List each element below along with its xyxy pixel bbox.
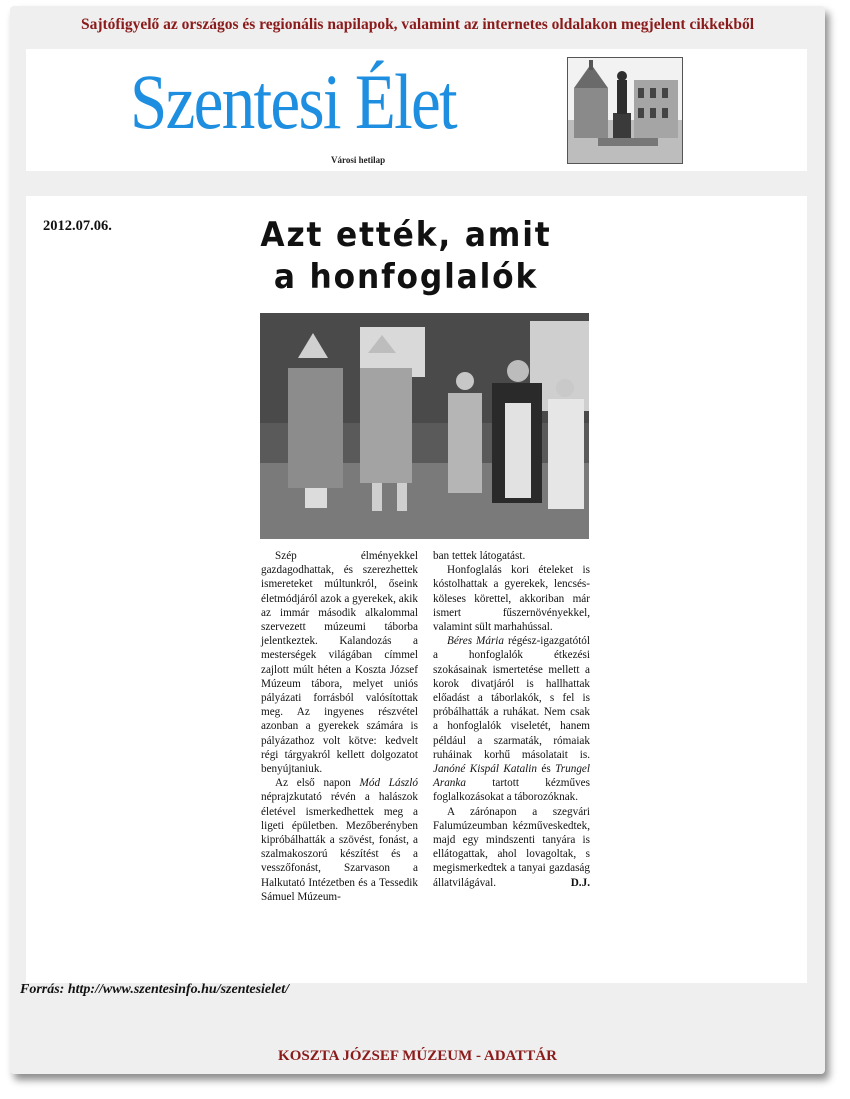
person-name: Trungel Aranka <box>433 763 590 790</box>
paragraph: Szép élményekkel gazdagodhattak, és szerezhettek ismereteket múltunkról, őseink életmódjáról azok a gyerekek, akik az immár második alkalommal szervezett múzeumi táborba jelentkeztek. Kalandozás a mesterségek világában címmel zajlott múlt héten a Koszta József Múzeum tábora, melyet uniós pályázati forrásból valósítottak meg. Az ingyenes részvétel azonban a gyerekek számára is pályázathoz volt kötve: kedvelt régi tárgyakról kellett dolgozatot benyújtaniuk. <box>261 550 418 776</box>
headline-line-1: Azt ették, amit <box>260 215 552 255</box>
paragraph: ban tettek látogatást. <box>433 550 526 562</box>
headline-line-2: a honfoglalók <box>273 257 539 297</box>
text-run: és <box>536 763 556 776</box>
text-run: A zárónapon a szegvári Falumúzeumban kézműveskedtek, majd egy mindszenti tanyára is ellátogattak, ahol lovagoltak, s megismerkedtek a tanyai gazdaság állatvilágával. <box>433 805 590 889</box>
text-run: Az első napon <box>275 777 360 790</box>
paragraph <box>433 634 590 804</box>
text-run: néprajzkutató révén a halászok életével ismerkedhettek meg a ligeti épületben. Mezőberényben kipróbálhatták a szövést, fonást, a szalmakoszorú készítést és a vesszőfonást, Szarvason a Halkutató Intézetben és a Tessedik Sámuel Múzeum- <box>261 791 418 903</box>
press-review-banner: Sajtófigyelő az országos és regionális napilapok, valamint az internetes oldalakon megjelent cikkekből <box>80 16 755 33</box>
article-headline <box>240 214 571 298</box>
paragraph: Honfoglalás kori ételeket is kóstolhattak a gyerekek, lencsés-köleses körettel, akkoriban már ismert fűszernövényekkel, valamint sült marhahússal. <box>433 564 590 634</box>
text-run: tartott kézműves foglalkozásokat a táborozóknak. <box>433 777 590 804</box>
article-date: 2012.07.06. <box>43 218 112 234</box>
children-in-costumes-photo-icon <box>260 313 589 539</box>
paragraph <box>433 805 590 890</box>
person-name: Mód László <box>359 777 418 790</box>
article-page <box>26 196 807 983</box>
newspaper-title: Szentesi Élet <box>130 58 456 145</box>
town-square-statue-photo-icon <box>567 57 683 164</box>
document-sheet <box>10 6 825 1074</box>
source-link[interactable]: Forrás: http://www.szentesinfo.hu/szentesielet/ <box>20 982 290 997</box>
author-signature: D.J. <box>570 876 590 889</box>
person-name: Janóné Kispál Katalin <box>433 763 537 776</box>
newspaper-masthead <box>26 49 807 171</box>
newspaper-subtitle: Városi hetilap <box>331 155 386 165</box>
person-name: Béres Mária <box>447 635 505 648</box>
paragraph <box>261 776 418 904</box>
text-run: régész-igazgatótól a honfoglalók étkezési szokásainak ismertetése mellett a korok divatjáról is hallhattak előadást a táborlakók, s fel is próbálhatták a ruhákat. Nem csak a honfoglalók viseletét, hanem például a szarmaták, rómaiak ruháinak korhű másolatait is. <box>433 635 590 761</box>
archive-footer: KOSZTA JÓZSEF MÚZEUM - ADATTÁR <box>278 1048 557 1064</box>
article-column-2 <box>433 549 590 890</box>
article-column-1 <box>261 549 418 904</box>
